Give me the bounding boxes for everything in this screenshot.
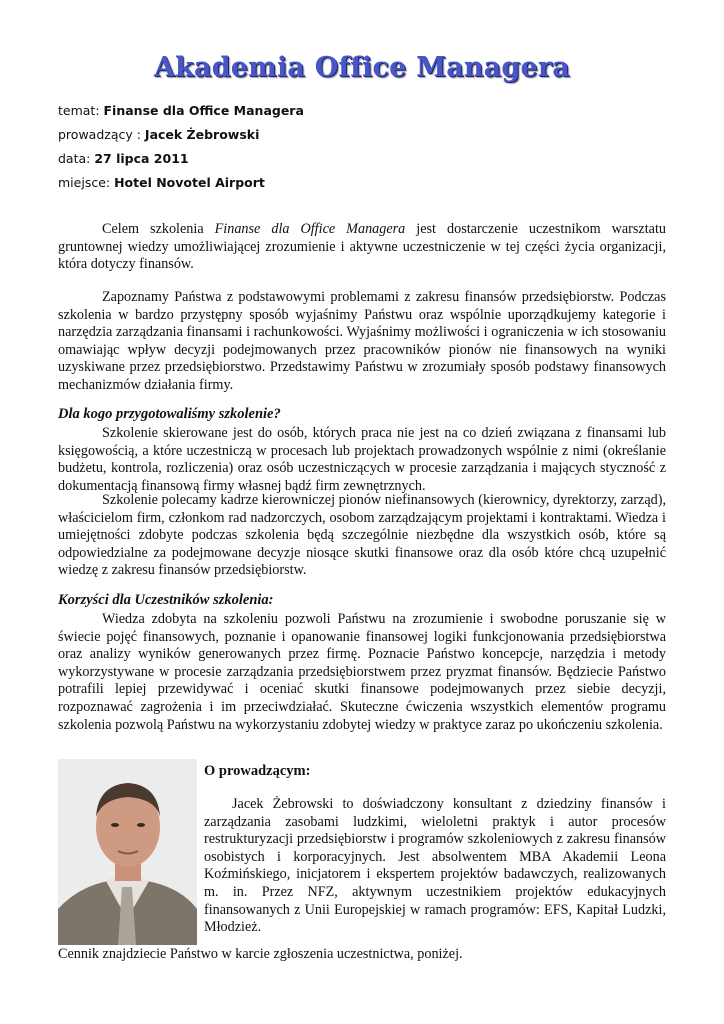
- intro-text-end: jest dostarczenie uczestnikom warsztatu gruntownej wiedzy umożliwiającej zrozumienie i aktywne uczestniczenie w tej części życia organizacji, która dotyczy finansów.: [58, 221, 666, 273]
- benefits-paragraph: Wiedza zdobyta na szkoleniu pozwoli Państwu na zrozumienie i swobodne poruszanie się w świecie pojęć finansowych, poznanie i opanowanie finansowej logiki funkcjonowania przedsiębiorstwa oraz analizy wyników generowanych przez firmę. Poznacie Państwo koncepcje, narzędzia i metody wykorzystywane w procesie zarządzania przedsiębiorstwem przez pryzmat finansów. Będziecie Państwo potrafili lepiej przewidywać i oceniać skutki finansowe podejmowanych przez siebie decyzji, rozpoznawać zagrożenia i im przeciwdziałać. Skuteczne ćwiczenia wszystkich elementów programu szkolenia pozwolą Państwu na wykorzystaniu zdobytej wiedzy w praktyce zaraz po ukończeniu szkolenia.: [58, 611, 666, 733]
- audience-heading: Dla kogo przygotowaliśmy szkolenie?: [58, 406, 281, 422]
- meta-place: [58, 175, 265, 190]
- meta-place-value: Hotel Novotel Airport: [114, 175, 265, 190]
- lecturer-heading: O prowadzącym:: [204, 763, 311, 779]
- intro-text-start: Celem szkolenia: [102, 221, 215, 237]
- lecturer-photo: [58, 759, 197, 945]
- pricing-note: Cennik znajdziecie Państwo w karcie zgłoszenia uczestnictwa, poniżej.: [58, 946, 463, 962]
- lecturer-portrait-icon: [58, 759, 197, 945]
- document-title: Akademia Office Managera: [153, 52, 571, 83]
- meta-lecturer-value: Jacek Żebrowski: [144, 127, 260, 142]
- lecturer-bio: Jacek Żebrowski to doświadczony konsultant z dziedziny finansów i zarządzania zasobami ludzkimi, wieloletni praktyk i autor procesów restrukturyzacji przedsiębiorstw i programów szkoleniowych z zakresu finansów osobistych i korporacyjnych. Jest absolwentem MBA Akademii Leona Koźmińskiego, inicjatorem i ekspertem projektów badawczych, realizowanych m. in. Przez NFZ, aktywnym uczestnikiem projektów edukacyjnych finansowanych z Unii Europejskiej w ramach programów: EFS, Kapitał Ludzki, Młodzież.: [204, 796, 666, 936]
- intro-course-name: Finanse dla Office Managera: [214, 221, 406, 237]
- benefits-heading: Korzyści dla Uczestników szkolenia:: [58, 592, 274, 608]
- overview-paragraph: Zapoznamy Państwa z podstawowymi problemami z zakresu finansów przedsiębiorstw. Podczas szkolenia w bardzo przystępny sposób wyjaśnimy Państwu oraz wspólnie uporządkujemy kategorie i narzędzia zarządzania finansami i rachunkowości. Wyjaśnimy możliwości i ograniczenia w ich stosowaniu omawiając wpływ decyzji podejmowanych przez pracowników pionów nie finansowych na wyniki uzyskiwane przez przedsiębiorstwo. Przedstawimy Państwu w zrozumiały sposób podstawy finansowych mechanizmów działania firmy.: [58, 289, 666, 393]
- audience-paragraph-2: Szkolenie polecamy kadrze kierowniczej pionów niefinansowych (kierownicy, dyrektorzy, zarząd), właścicielom firm, członkom rad nadzorczych, osobom zarządzającym projektami i kontraktami. Wiedza i umiejętności zdobyte podczas szkolenia będą szczególnie niezbędne dla wszystkich osób, które są odpowiedzialne za podejmowane decyzje niosące skutki finansowe oraz dla osób które chcą uzupełnić wiedzę z zakresu finansów przedsiębiorstw.: [58, 492, 666, 579]
- meta-topic-value: Finanse dla Office Managera: [103, 103, 304, 118]
- meta-date-value: 27 lipca 2011: [94, 151, 189, 166]
- audience-paragraph-1: Szkolenie skierowane jest do osób, których praca nie jest na co dzień związana z finansami lub księgowością, a które uczestniczą w procesach lub projektach prowadzonych wspólnie z nimi (określanie budżetu, kontrola, rozliczenia) oraz osób uczestniczących w procesie zarządzania i mających styczność z dokumentacją finansową firmy własnej bądź firm zewnętrznych.: [58, 425, 666, 494]
- meta-place-label: miejsce:: [58, 175, 115, 190]
- meta-date: [58, 151, 189, 166]
- meta-topic-label: temat:: [58, 103, 104, 118]
- intro-paragraph: [58, 221, 666, 274]
- meta-lecturer-label: prowadzący :: [58, 127, 145, 142]
- meta-lecturer: [58, 127, 259, 142]
- meta-date-label: data:: [58, 151, 95, 166]
- meta-topic: [58, 103, 304, 118]
